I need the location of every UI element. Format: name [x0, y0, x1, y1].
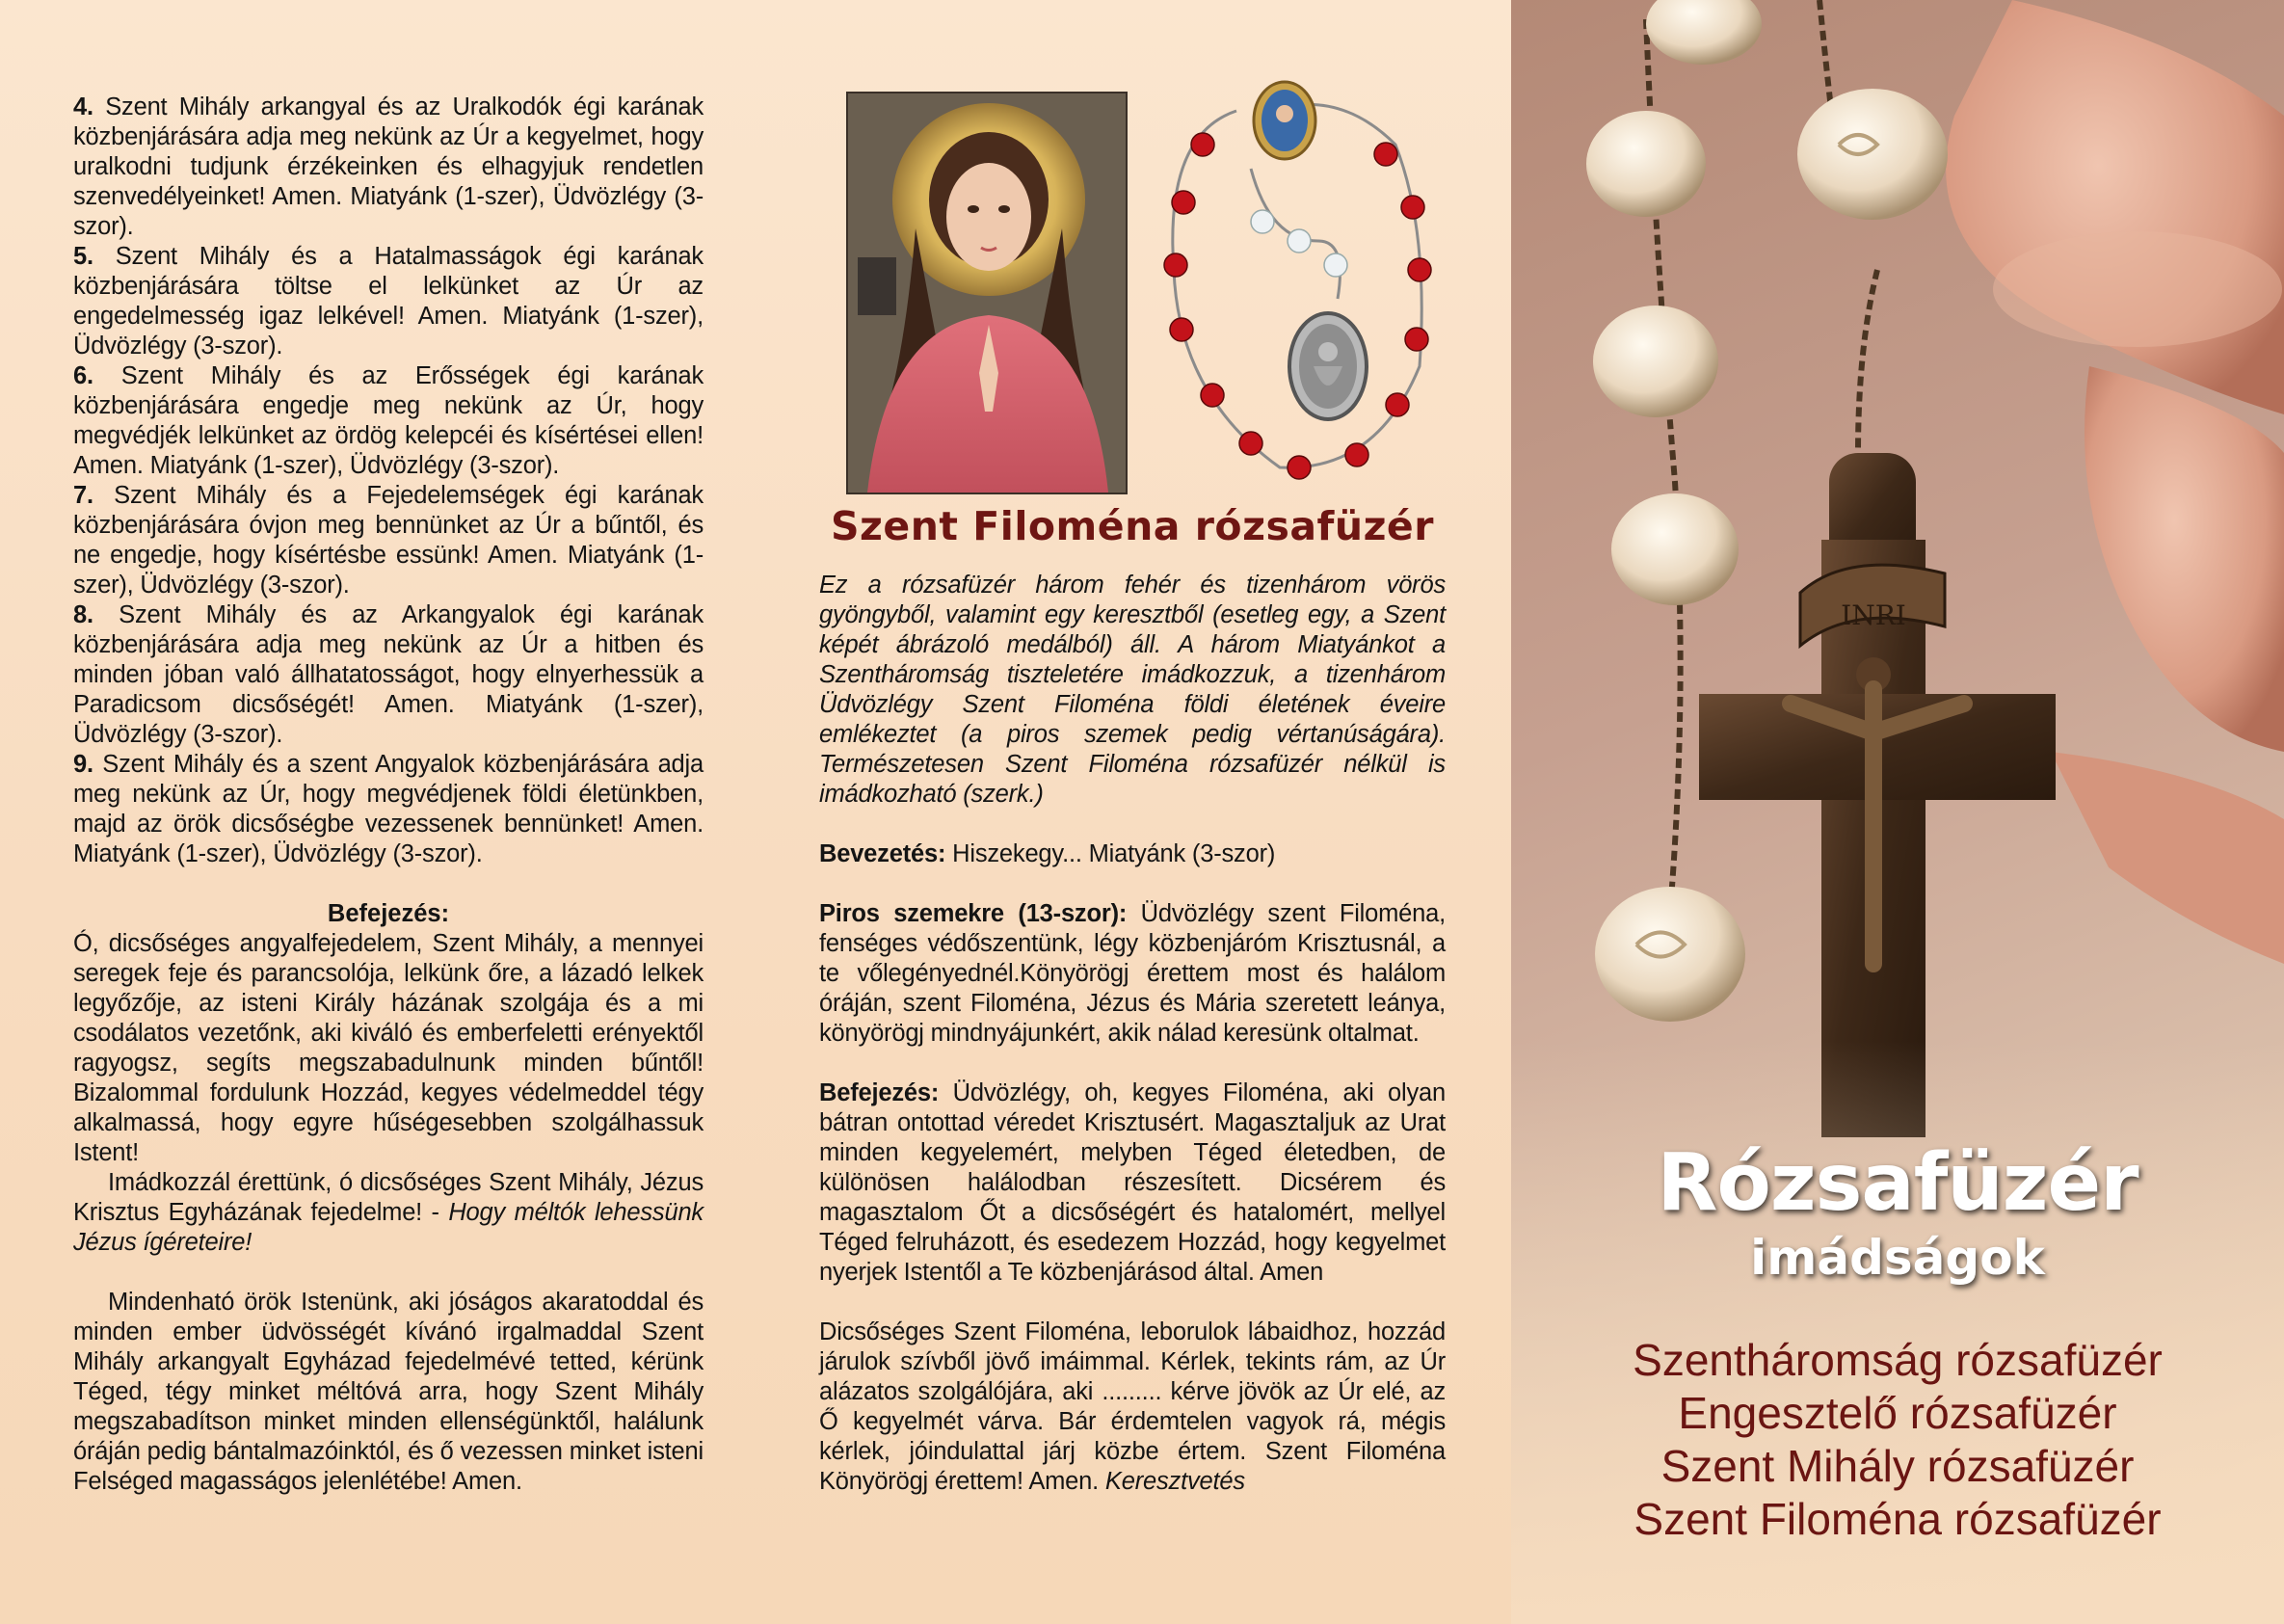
prayer-item-5: 5. Szent Mihály és a Hatalmasságok égi karának közbenjárására töltse el lelkünket az Úr az engedelmesség igaz lelkével! Amen. Miatyánk (1-szer), Üdvözlégy (3-szor). — [73, 243, 704, 359]
rosary-list-item: Szent Mihály rózsafüzér — [1660, 1441, 2135, 1491]
chaplet-final-prayer: Dicsőséges Szent Filoména, leborulok lábaidhoz, hozzád járulok szívből jövő imáimmal. Kérlek, tekints rám, az Úr alázatos szolgálójára, aki ......... kérve jövök az Úr elé, az Ő kegyelmét várva. Bár érdemtelen vagyok rá, mégis kérlek, jóindulattal járj közbe értem. Szent Filoména Könyörögj érettem! Amen. Keresztvetés — [819, 1318, 1446, 1495]
prayer-item-4: 4. Szent Mihály arkangyal és az Uralkodók égi karának közbenjárására adja meg nekünk az Úr a kegyelmet, hogy uralkodni tudjunk érzékeinken és elhagyjuk rendetlen szenvedélyeinket! Amen. Miatyánk (1-szer), Üdvözlégy (3-szor). — [73, 93, 704, 240]
chaplet-rosary-image — [1155, 77, 1444, 501]
rosary-list-item: Szentháromság rózsafüzér — [1633, 1335, 2163, 1385]
saint-portrait-icon — [848, 93, 1126, 493]
final-prayer: Mindenható örök Istenünk, aki jóságos akaratoddal és minden ember üdvösségét kívánó irgalmaddal Szent Mihály arkangyalt Egyházad fejedelmévé tetted, kérünk Téged, tégy minket méltóvá arra, hogy Szent Mihály megszabadítson minket minden ellenségünktől, halálunk óráján pedig bántalmazóinktól, és ő vezessen minket isteni Felséged magasságos jelenlétébe! Amen. — [73, 1289, 704, 1495]
chaplet-title: Szent Filoména rózsafüzér — [831, 503, 1434, 549]
intercession-text: Imádkozzál érettünk, ó dicsőséges Szent Mihály, Jézus Krisztus Egyházának fejedelme! - Hogy méltók lehessünk Jézus ígéreteire! — [73, 1169, 704, 1256]
cover-panel — [1511, 0, 2284, 1624]
closing-heading: Befejezés: — [327, 900, 450, 927]
rosary-list-item: Engesztelő rózsafüzér — [1678, 1388, 2117, 1438]
rosary-list-item: Szent Filoména rózsafüzér — [1633, 1494, 2162, 1544]
chaplet-closing: Befejezés: Üdvözlégy, oh, kegyes Filoména, aki olyan bátran ontottad véredet Krisztusért. Magasztaljuk az Urat minden kegyelemért, melyben Téged életedben, de különösen halálodban részesített. Dicsérem és magasztalom Őt a dicsőségért és hatalomért, mellyel Téged felruházott, és esedezem Hozzád, hogy kegyelmet nyerjek Istentől a Te közbenjárásod által. Amen — [819, 1079, 1446, 1286]
prayer-item-6: 6. Szent Mihály és az Erősségek égi karának közbenjárására engedje meg nekünk az Úr, hogy megvédjék lelkünket az ördög kelepcéi és kísértései ellen! Amen. Miatyánk (1-szer), Üdvözlégy (3-szor). — [73, 362, 704, 479]
prayer-item-8: 8. Szent Mihály és az Arkangyalok égi karának közbenjárására adja meg nekünk az Úr a hitben és minden jóban való állhatatosságot, hogy elnyerhessük a Paradicsom dicsőségét! Amen. Miatyánk (1-szer), Üdvözlégy (3-szor). — [73, 601, 704, 748]
cross-plaque-text: INRI — [1841, 599, 1906, 631]
prayer-item-7: 7. Szent Mihály és a Fejedelemségek égi karának közbenjárására óvjon meg bennünket az Úr a bűntől, és ne engedje, hogy kísértésbe essünk! Amen. Miatyánk (1-szer), Üdvözlégy (3-szor). — [73, 482, 704, 599]
saint-filomena-image — [846, 92, 1128, 494]
cover-subtitle: imádságok — [1750, 1230, 2045, 1286]
rosary-list — [1511, 1334, 2284, 1546]
cover-title: Rózsafüzér — [1657, 1137, 2138, 1229]
middle-panel — [769, 0, 1511, 1624]
chaplet-introduction: Bevezetés: Hiszekegy... Miatyánk (3-szor) — [819, 840, 1276, 867]
chaplet-intro: Ez a rózsafüzér három fehér és tizenhárom vörös gyöngyből, valamint egy keresztből (esetleg egy, a Szent képét ábrázoló medálból) áll. A három Miatyánkot a Szentháromság tiszteletére imádkozzuk, a tizenhárom Üdvözlégy Szent Filoména földi életének éveire emlékeztet (a piros szemek pedig vértanúságára). Természetesen Szent Filoména rózsafüzér nélkül is imádkozható (szerk.) — [819, 572, 1446, 808]
chaplet-red-beads: Piros szemekre (13-szor): Üdvözlégy szent Filoména, fenséges védőszentünk, légy közbenjáróm Krisztusnál, a te vőlegényednél.Könyörögj érettem most és halálom óráján, szent Filoména, Jézus és Mária szeretett leánya, könyörögj mindnyájunkért, akik nálad keresünk oltalmat. — [819, 900, 1446, 1047]
closing-text: Ó, dicsőséges angyalfejedelem, Szent Mihály, a mennyei seregek feje és parancsolója, lelkünk őre, a lázadó lelkek legyőzője, az isteni Király házának szolgája és a mi csodálatos vezetőnk, aki kiváló és emberfeletti erényektől ragyogsz, segíts megszabadulnunk minden bűntől! Bizalommal fordulunk Hozzád, kegyes védelmeddel tégy alkalmassá, hogy egyre hűségesebben szolgálhassuk Istent! — [73, 930, 704, 1166]
chaplet-icon — [1155, 77, 1444, 501]
chaplet-text — [819, 571, 1446, 1497]
prayer-item-9: 9. Szent Mihály és a szent Angyalok közbenjárására adja meg nekünk az Úr, hogy megvédjenek földi életünkben, majd az örök dicsőségbe vezessenek bennünket! Amen. Miatyánk (1-szer), Üdvözlégy (3-szor). — [73, 751, 704, 867]
left-panel — [0, 0, 769, 1624]
